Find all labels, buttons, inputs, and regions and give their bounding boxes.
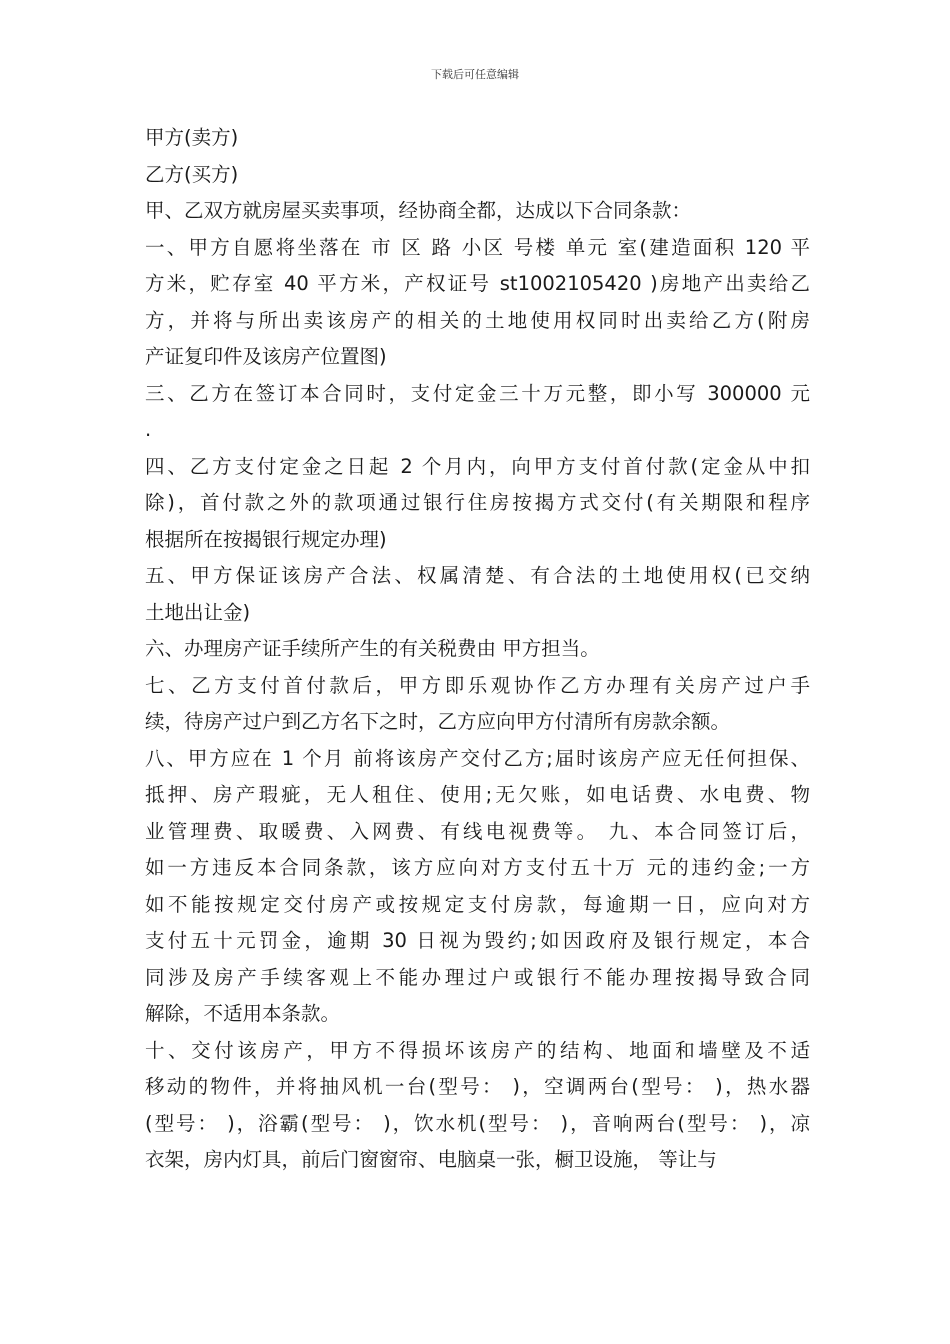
text-line: 四、乙方支付定金之日起 2 个月内，向甲方支付首付款(定金从中扣 <box>145 454 810 478</box>
text-line: 除)，首付款之外的款项通过银行住房按揭方式交付(有关期限和程序 <box>145 491 810 514</box>
page-header: 下载后可任意编辑 <box>431 68 519 81</box>
contract-paragraph <box>145 157 810 194</box>
text-line: 业管理费、取暖费、入网费、有线电视费等。 九、本合同签订后， <box>145 819 810 843</box>
text-line: (型号： )，浴霸(型号： )，饮水机(型号： )，音响两台(型号： )，凉 <box>145 1111 810 1135</box>
contract-paragraph <box>145 449 810 559</box>
text-line: 十、交付该房产，甲方不得损坏该房产的结构、地面和墙壁及不适 <box>145 1038 810 1062</box>
text-line: 支付五十元罚金，逾期 30 日视为毁约;如因政府及银行规定，本合 <box>145 929 810 952</box>
text-line: 同涉及房产手续客观上不能办理过户或银行不能办理按揭导致合同 <box>145 965 810 989</box>
contract-paragraph <box>145 1033 810 1179</box>
text-line: 解除，不适用本条款。 <box>145 1002 341 1025</box>
text-line: 如不能按规定交付房产或按规定支付房款，每逾期一日，应向对方 <box>145 892 810 916</box>
text-line: 移动的物件，并将抽风机一台(型号： )，空调两台(型号： )，热水器 <box>145 1075 810 1098</box>
text-line: 续，待房产过户到乙方名下之时，乙方应向甲方付清所有房款余额。 <box>145 710 731 733</box>
text-line: 抵押、房产瑕疵，无人租住、使用;无欠账，如电话费、水电费、物 <box>145 783 810 806</box>
text-line: 甲、乙双方就房屋买卖事项，经协商全都，达成以下合同条款： <box>145 199 692 222</box>
text-line: 衣架，房内灯具，前后门窗窗帘、电脑桌一张，橱卫设施， 等让与 <box>145 1148 717 1171</box>
text-line: 八、甲方应在 1 个月 前将该房产交付乙方;届时该房产应无任何担保、 <box>145 746 810 770</box>
contract-paragraph <box>145 558 810 631</box>
contract-paragraph <box>145 230 810 376</box>
contract-paragraph <box>145 668 810 741</box>
text-line: 方，并将与所出卖该房产的相关的土地使用权同时出卖给乙方(附房 <box>145 308 810 332</box>
text-line: 土地出让金) <box>145 600 251 624</box>
text-line: 根据所在按揭银行规定办理) <box>145 527 387 551</box>
text-line: 产证复印件及该房产位置图) <box>145 345 387 368</box>
text-line: 三、乙方在签订本合同时，支付定金三十万元整，即小写 300000 元 <box>145 381 810 405</box>
text-line: . <box>145 418 152 441</box>
contract-paragraph <box>145 376 810 449</box>
contract-paragraph <box>145 120 810 157</box>
contract-paragraph <box>145 741 810 1033</box>
text-line: 一、甲方自愿将坐落在 市 区 路 小区 号楼 单元 室(建造面积 120 平 <box>145 235 810 259</box>
text-line: 五、甲方保证该房产合法、权属清楚、有合法的土地使用权(已交纳 <box>145 564 810 587</box>
contract-paragraph <box>145 193 810 230</box>
text-line: 七、乙方支付首付款后，甲方即乐观协作乙方办理有关房产过户手 <box>145 673 810 697</box>
text-line: 甲方(卖方) <box>145 126 239 149</box>
text-line: 如一方违反本合同条款，该方应向对方支付五十万 元的违约金;一方 <box>145 856 810 879</box>
contract-paragraph <box>145 631 810 668</box>
text-line: 方米，贮存室 40 平方米，产权证号 st1002105420 )房地产出卖给乙 <box>145 272 810 295</box>
text-line: 乙方(买方) <box>145 162 239 186</box>
contract-body <box>145 120 810 1179</box>
text-line: 六、办理房产证手续所产生的有关税费由 甲方担当。 <box>145 637 600 660</box>
